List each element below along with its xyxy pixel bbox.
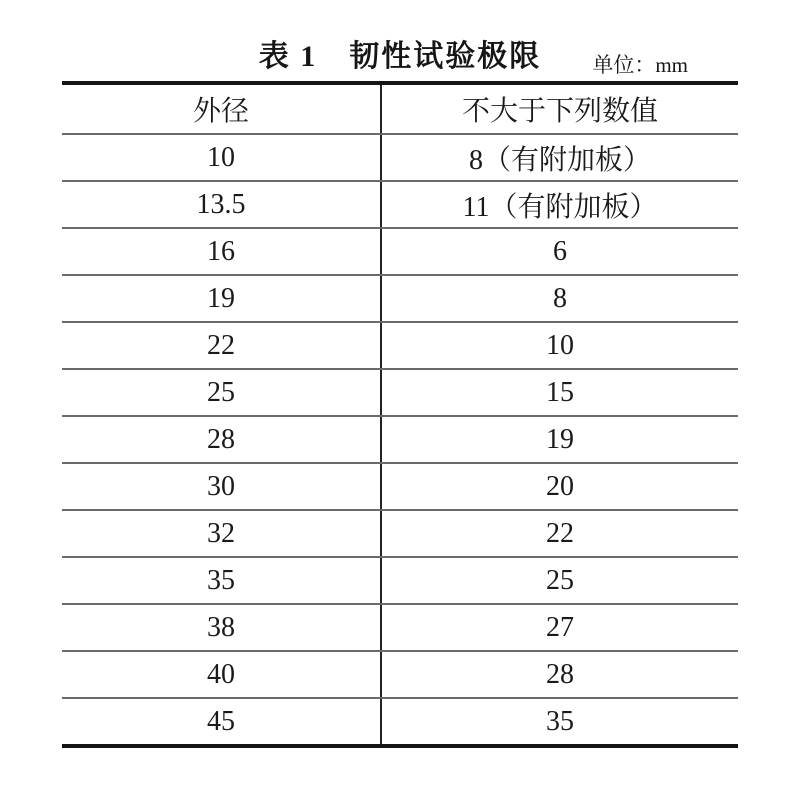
limit-value-cell: 10: [381, 322, 738, 369]
table-row: [62, 557, 738, 604]
limit-value-cell: 35: [546, 705, 574, 737]
table-body: [62, 134, 738, 746]
outer-diameter-cell: 13.5: [62, 181, 381, 228]
table-row: [62, 698, 738, 746]
limit-value-cell: 8: [381, 275, 738, 322]
outer-diameter-cell: 30: [62, 463, 381, 510]
outer-diameter-cell: 40: [62, 651, 381, 698]
column-header-outer-diameter: 外径: [62, 83, 381, 134]
outer-diameter-cell: 16: [62, 228, 381, 275]
outer-diameter-cell: 45: [62, 698, 381, 746]
unit-label: 单位：mm: [592, 53, 688, 77]
outer-diameter-cell: 35: [62, 557, 381, 604]
limit-value-cell: 11（有附加板）: [381, 181, 738, 228]
table-header: [62, 83, 738, 134]
table-row: [62, 134, 738, 181]
table-row: [62, 604, 738, 651]
table-row: [62, 416, 738, 463]
limit-value-cell: 20: [381, 463, 738, 510]
header-row: [62, 83, 738, 134]
toughness-limits-table: [62, 81, 738, 748]
table-row: [62, 510, 738, 557]
table-row: [62, 181, 738, 228]
table-row: [62, 275, 738, 322]
table-title: 表 1 韧性试验极限: [258, 40, 542, 73]
column-header-limit-value: 不大于下列数值: [381, 83, 738, 134]
limit-value-cell: 25: [381, 557, 738, 604]
table-row: [62, 651, 738, 698]
outer-diameter-cell: 25: [62, 369, 381, 416]
table-row: [62, 463, 738, 510]
outer-diameter-cell: 28: [62, 416, 381, 463]
limit-value-cell: 27: [381, 604, 738, 651]
outer-diameter-cell: 32: [62, 510, 381, 557]
limit-value-cell: 8（有附加板）: [381, 134, 738, 181]
table-row: [62, 369, 738, 416]
table-row: [62, 322, 738, 369]
limit-value-cell: 19: [381, 416, 738, 463]
table-row: [62, 228, 738, 275]
outer-diameter-cell: 38: [62, 604, 381, 651]
outer-diameter-cell: 19: [62, 275, 381, 322]
outer-diameter-cell: 22: [62, 322, 381, 369]
outer-diameter-cell: 10: [62, 134, 381, 181]
limit-value-cell: 15: [381, 369, 738, 416]
limit-value-cell: 22: [381, 510, 738, 557]
limit-value-cell: 28: [381, 651, 738, 698]
limit-value-cell: 6: [381, 228, 738, 275]
